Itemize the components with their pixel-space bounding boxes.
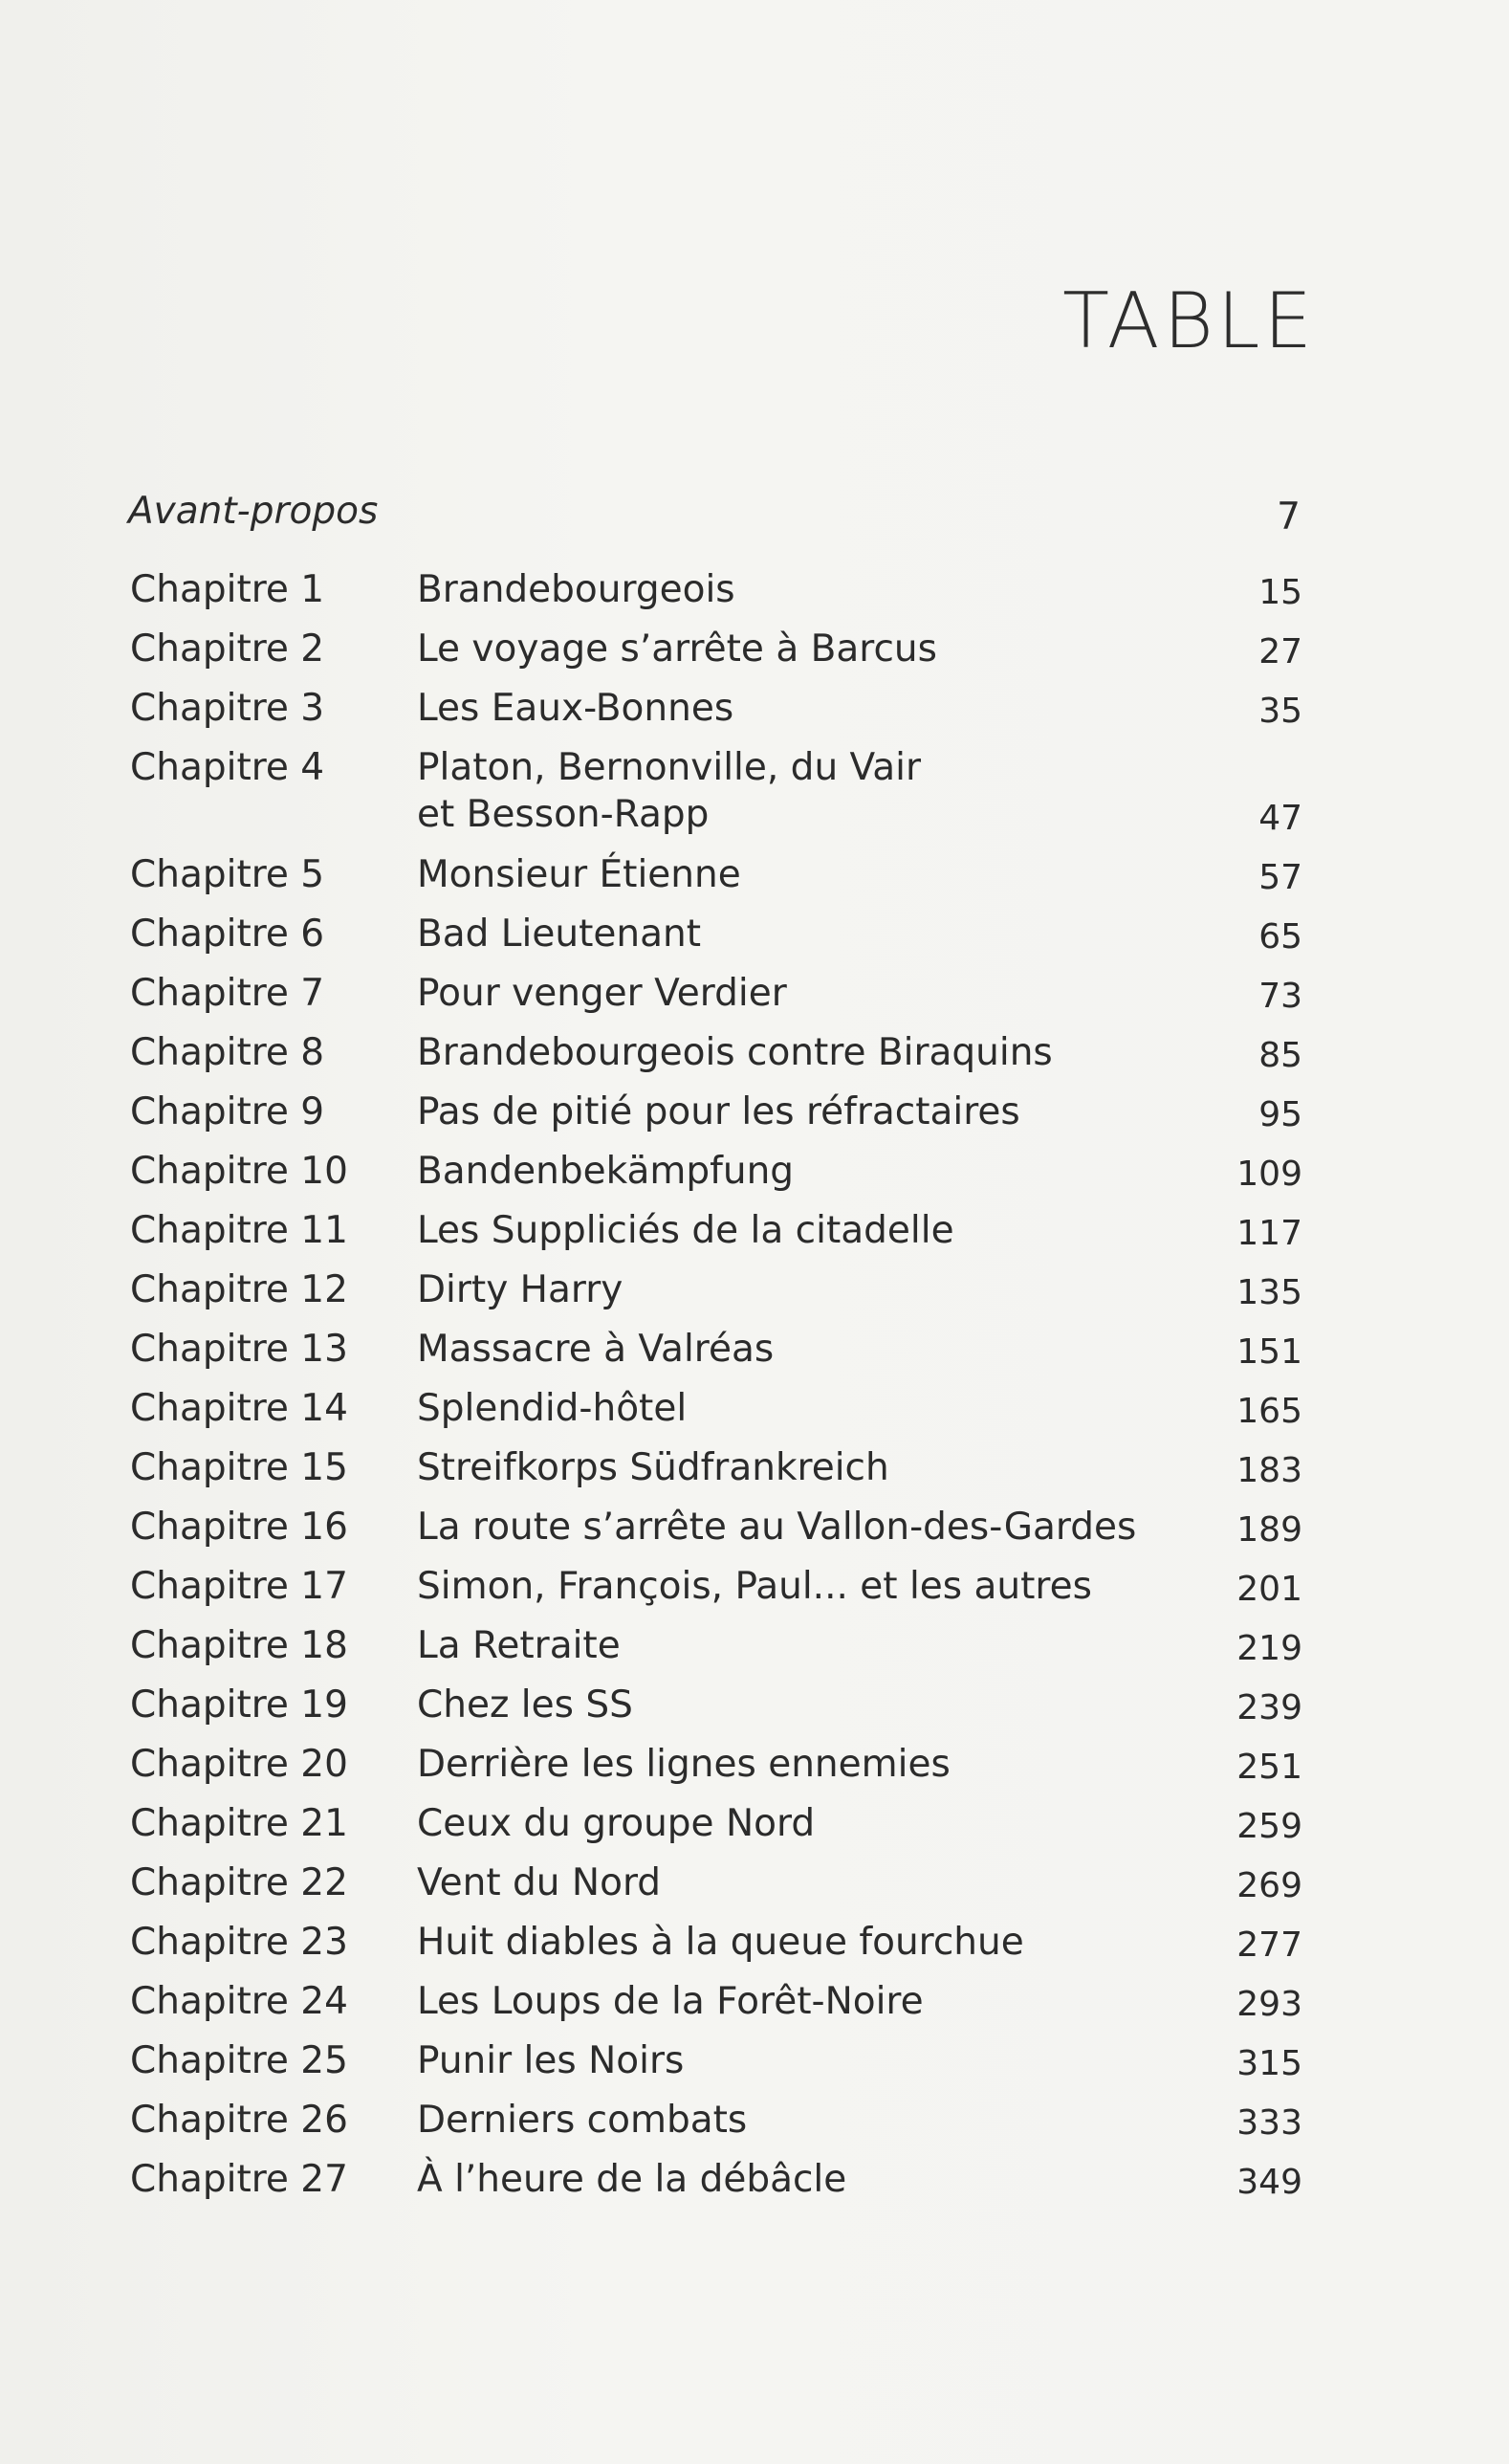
toc-entry xyxy=(130,1326,1302,1385)
chapter-number: Chapitre 8 xyxy=(130,1031,325,1074)
chapter-number: Chapitre 3 xyxy=(130,687,325,730)
chapter-title: La Retraite xyxy=(417,1624,621,1667)
toc-entry xyxy=(130,1385,1302,1444)
chapter-title: Huit diables à la queue fourchue xyxy=(417,1921,1024,1964)
chapter-title: Chez les SS xyxy=(417,1683,633,1727)
foreword-page-number: 7 xyxy=(1277,495,1301,539)
toc-entry xyxy=(130,2097,1302,2156)
chapter-number: Chapitre 17 xyxy=(130,1565,348,1608)
chapter-page-number: 47 xyxy=(1258,799,1302,838)
chapter-number: Chapitre 10 xyxy=(130,1150,348,1193)
chapter-page-number: 333 xyxy=(1236,2103,1302,2143)
chapter-title: Monsieur Étienne xyxy=(417,853,741,896)
chapter-title: Brandebourgeois contre Biraquins xyxy=(417,1031,1053,1074)
chapter-title: Dirty Harry xyxy=(417,1268,623,1311)
toc-entry xyxy=(130,685,1302,744)
chapter-number: Chapitre 13 xyxy=(130,1328,348,1371)
chapter-title: Massacre à Valréas xyxy=(417,1328,775,1371)
foreword-label: Avant-propos xyxy=(128,490,379,533)
toc-entry xyxy=(130,1207,1302,1266)
chapter-number: Chapitre 19 xyxy=(130,1683,348,1727)
chapter-title: Platon, Bernonville, du Vair et Besson-Rapp xyxy=(417,746,921,836)
chapter-page-number: 151 xyxy=(1236,1332,1302,1372)
chapter-page-number: 315 xyxy=(1236,2044,1302,2083)
chapter-number: Chapitre 16 xyxy=(130,1506,348,1549)
chapter-page-number: 57 xyxy=(1258,858,1302,897)
chapter-page-number: 73 xyxy=(1258,977,1302,1016)
toc-entry xyxy=(130,851,1302,911)
chapter-number: Chapitre 18 xyxy=(130,1624,348,1667)
chapter-page-number: 85 xyxy=(1258,1036,1302,1075)
chapter-page-number: 259 xyxy=(1236,1807,1302,1846)
chapter-title: Simon, François, Paul... et les autres xyxy=(417,1565,1092,1608)
toc-entry xyxy=(130,744,1302,851)
chapter-page-number: 35 xyxy=(1258,692,1302,731)
toc-entry xyxy=(130,1029,1302,1089)
chapter-title: Derrière les lignes ennemies xyxy=(417,1743,951,1786)
chapter-number: Chapitre 9 xyxy=(130,1090,325,1133)
chapter-number: Chapitre 6 xyxy=(130,913,325,956)
chapter-page-number: 183 xyxy=(1236,1451,1302,1490)
chapter-title: Streifkorps Südfrankreich xyxy=(417,1446,889,1489)
toc-entry xyxy=(130,1563,1302,1622)
chapter-title: Pour venger Verdier xyxy=(417,972,787,1015)
toc-entry xyxy=(130,1800,1302,1859)
toc-entry xyxy=(130,1682,1302,1741)
toc-entry xyxy=(130,626,1302,685)
chapter-number: Chapitre 14 xyxy=(130,1387,348,1430)
chapter-page-number: 349 xyxy=(1236,2163,1302,2202)
toc-entry xyxy=(130,911,1302,970)
toc-entry xyxy=(130,2156,1302,2215)
chapter-page-number: 251 xyxy=(1236,1748,1302,1787)
chapter-title: Les Loups de la Forêt-Noire xyxy=(417,1980,924,2023)
chapter-number: Chapitre 23 xyxy=(130,1921,348,1964)
chapter-page-number: 15 xyxy=(1258,573,1302,612)
chapter-title: Punir les Noirs xyxy=(417,2039,685,2082)
chapter-page-number: 239 xyxy=(1236,1688,1302,1727)
chapter-number: Chapitre 24 xyxy=(130,1980,348,2023)
toc-entry xyxy=(130,2037,1302,2097)
chapter-page-number: 165 xyxy=(1236,1392,1302,1431)
chapter-page-number: 293 xyxy=(1236,1985,1302,2024)
chapter-number: Chapitre 11 xyxy=(130,1209,348,1252)
page-title: TABLE xyxy=(1062,276,1316,365)
chapter-page-number: 277 xyxy=(1236,1925,1302,1965)
chapter-title: Splendid-hôtel xyxy=(417,1387,688,1430)
chapter-title: Bad Lieutenant xyxy=(417,913,701,956)
chapter-number: Chapitre 22 xyxy=(130,1861,348,1904)
table-of-contents xyxy=(130,566,1302,2215)
chapter-page-number: 219 xyxy=(1236,1629,1302,1668)
chapter-number: Chapitre 7 xyxy=(130,972,325,1015)
toc-entry xyxy=(130,1741,1302,1800)
toc-entry xyxy=(130,566,1302,626)
chapter-title: Brandebourgeois xyxy=(417,568,735,611)
chapter-number: Chapitre 5 xyxy=(130,853,325,896)
chapter-number: Chapitre 12 xyxy=(130,1268,348,1311)
toc-entry xyxy=(130,1622,1302,1682)
chapter-page-number: 95 xyxy=(1258,1095,1302,1134)
chapter-title: La route s’arrête au Vallon-des-Gardes xyxy=(417,1506,1137,1549)
chapter-title: Vent du Nord xyxy=(417,1861,662,1904)
chapter-number: Chapitre 21 xyxy=(130,1802,348,1845)
toc-entry xyxy=(130,1978,1302,2037)
chapter-page-number: 117 xyxy=(1236,1214,1302,1253)
chapter-page-number: 201 xyxy=(1236,1570,1302,1609)
toc-entry xyxy=(130,1859,1302,1919)
chapter-page-number: 109 xyxy=(1236,1155,1302,1194)
chapter-title: Bandenbekämpfung xyxy=(417,1150,795,1193)
toc-entry xyxy=(130,1919,1302,1978)
chapter-page-number: 135 xyxy=(1236,1273,1302,1312)
chapter-number: Chapitre 2 xyxy=(130,627,325,671)
chapter-number: Chapitre 25 xyxy=(130,2039,348,2082)
chapter-number: Chapitre 27 xyxy=(130,2158,348,2201)
chapter-title: Le voyage s’arrête à Barcus xyxy=(417,627,937,671)
chapter-title: À l’heure de la débâcle xyxy=(417,2158,847,2201)
chapter-number: Chapitre 26 xyxy=(130,2099,348,2142)
foreword-entry xyxy=(128,490,1301,538)
toc-entry xyxy=(130,1089,1302,1148)
chapter-title: Les Eaux-Bonnes xyxy=(417,687,734,730)
toc-entry xyxy=(130,1148,1302,1207)
toc-entry xyxy=(130,970,1302,1029)
chapter-title: Ceux du groupe Nord xyxy=(417,1802,816,1845)
chapter-title: Les Suppliciés de la citadelle xyxy=(417,1209,954,1252)
chapter-number: Chapitre 20 xyxy=(130,1743,348,1786)
chapter-title: Pas de pitié pour les réfractaires xyxy=(417,1090,1020,1133)
chapter-page-number: 269 xyxy=(1236,1866,1302,1905)
chapter-title: Derniers combats xyxy=(417,2099,748,2142)
toc-entry xyxy=(130,1266,1302,1326)
chapter-page-number: 65 xyxy=(1258,917,1302,957)
chapter-number: Chapitre 15 xyxy=(130,1446,348,1489)
chapter-number: Chapitre 4 xyxy=(130,746,325,789)
chapter-page-number: 189 xyxy=(1236,1510,1302,1550)
chapter-number: Chapitre 1 xyxy=(130,568,325,611)
chapter-page-number: 27 xyxy=(1258,632,1302,671)
toc-entry xyxy=(130,1444,1302,1504)
toc-entry xyxy=(130,1504,1302,1563)
